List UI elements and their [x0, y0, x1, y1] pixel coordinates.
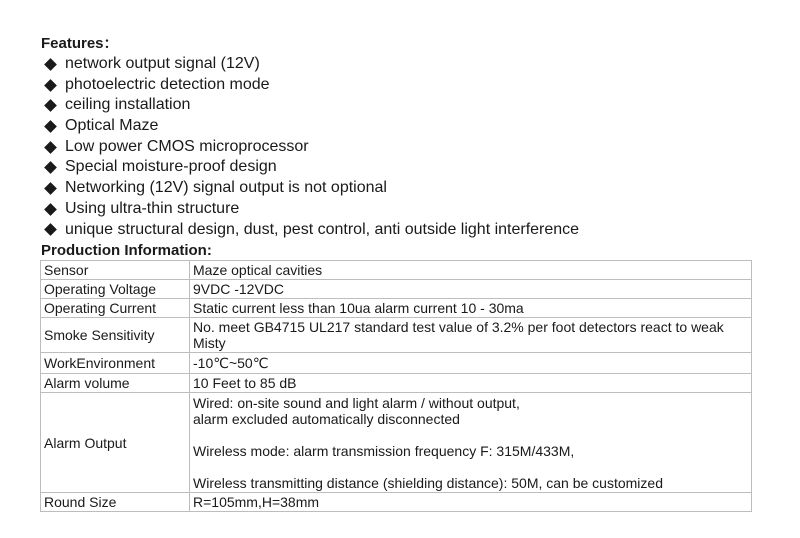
spec-value: No. meet GB4715 UL217 standard test value of 3.2% per foot detectors react to weak Misty — [190, 318, 752, 353]
diamond-bullet-icon — [44, 120, 57, 133]
diamond-bullet-icon — [44, 182, 57, 195]
feature-item — [42, 54, 579, 75]
alarm-output-line — [193, 459, 748, 475]
spec-key: Alarm volume — [41, 374, 190, 393]
spec-value: Maze optical cavities — [190, 261, 752, 280]
feature-item — [42, 137, 579, 158]
table-row — [41, 261, 752, 280]
spec-value: 9VDC -12VDC — [190, 280, 752, 299]
spec-value-multiline — [190, 393, 752, 493]
alarm-output-line: Wireless mode: alarm transmission frequency F: 315M/433M, — [193, 442, 575, 459]
production-info-title: Production Information: — [41, 242, 212, 259]
spec-key: Operating Voltage — [41, 280, 190, 299]
spec-key: Smoke Sensitivity — [41, 318, 190, 353]
diamond-bullet-icon — [44, 161, 57, 174]
alarm-output-line: Wireless transmitting distance (shielding distance): 50M, can be customized — [193, 474, 663, 491]
diamond-bullet-icon — [44, 58, 57, 71]
feature-text: Low power CMOS microprocessor — [65, 137, 309, 155]
spec-value: 10 Feet to 85 dB — [190, 374, 752, 393]
table-row — [41, 318, 752, 353]
spec-key: Operating Current — [41, 299, 190, 318]
feature-item — [42, 178, 579, 199]
spec-key: WorkEnvironment — [41, 353, 190, 374]
feature-text: unique structural design, dust, pest control, anti outside light interference — [65, 220, 580, 238]
feature-item — [42, 220, 579, 241]
spec-key: Alarm Output — [41, 393, 190, 493]
diamond-bullet-icon — [44, 141, 57, 154]
spec-value: R=105mm,H=38mm — [190, 493, 752, 512]
feature-text: Networking (12V) signal output is not optional — [65, 179, 387, 197]
table-row — [41, 493, 752, 512]
table-row — [41, 374, 752, 393]
diamond-bullet-icon — [44, 99, 57, 112]
features-title: Features： — [41, 35, 119, 52]
feature-text: ceiling installation — [65, 96, 191, 114]
feature-item — [42, 95, 579, 116]
feature-item — [42, 199, 579, 220]
feature-text: network output signal (12V) — [65, 55, 260, 72]
features-list — [42, 54, 579, 240]
spec-key: Round Size — [41, 493, 190, 512]
alarm-output-line — [193, 427, 748, 443]
table-row — [41, 353, 752, 374]
spec-value: Static current less than 10ua alarm current 10 - 30ma — [190, 299, 752, 318]
diamond-bullet-icon — [44, 203, 57, 216]
feature-item — [42, 75, 579, 96]
table-row — [41, 299, 752, 318]
feature-item — [42, 116, 579, 137]
feature-item — [42, 157, 579, 178]
feature-text: photoelectric detection mode — [65, 75, 270, 93]
alarm-output-line: alarm excluded automatically disconnected — [193, 410, 460, 427]
spec-key: Sensor — [41, 261, 190, 280]
feature-text: Using ultra-thin structure — [65, 199, 240, 217]
spec-table — [40, 260, 752, 512]
feature-text: Special moisture-proof design — [65, 158, 277, 176]
diamond-bullet-icon — [44, 79, 57, 92]
table-row — [41, 280, 752, 299]
diamond-bullet-icon — [44, 223, 57, 236]
feature-text: Optical Maze — [65, 117, 159, 135]
alarm-output-line: Wired: on-site sound and light alarm / without output, — [193, 394, 520, 411]
spec-value: -10℃~50℃ — [190, 353, 752, 374]
table-row — [41, 393, 752, 493]
